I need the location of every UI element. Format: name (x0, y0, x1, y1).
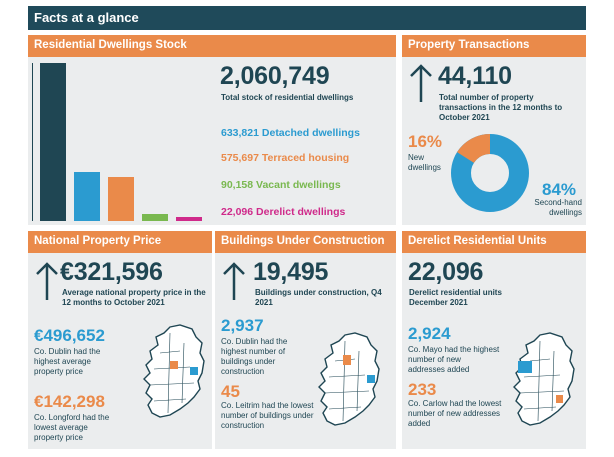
transactions-donut-chart (448, 131, 532, 215)
price-low-label: Co. Longford had the lowest average property price (34, 413, 110, 442)
price-value: €321,596 (60, 258, 163, 286)
ireland-map-icon (510, 331, 580, 431)
ireland-map-icon (140, 323, 210, 423)
derelict-low-label: Co. Carlow had the lowest number of new addresses added (408, 399, 502, 428)
derelict-high-value: 2,924 (408, 324, 451, 343)
map-highlight-dublin (367, 375, 375, 383)
second-hand-pct: 84% (542, 180, 577, 199)
derelict-label: Derelict residential units December 2021 (409, 288, 502, 307)
derelict-high-label: Co. Mayo had the highest number of new addresses added (408, 345, 500, 374)
map-highlight-carlow (556, 395, 563, 403)
arrow-up-icon (408, 63, 434, 103)
construction-low-label: Co. Leitrim had the lowest number of buildings under construction (221, 401, 314, 430)
dwellings-title: Residential Dwellings Stock (28, 35, 396, 57)
new-dwellings-label: New dwellings (408, 153, 441, 172)
dwellings-total-label: Total stock of residential dwellings (221, 93, 354, 102)
derelict-value: 22,096 (408, 258, 484, 286)
ireland-map-icon (315, 331, 385, 431)
dwellings-total-value: 2,060,749 (220, 62, 330, 90)
construction-title: Buildings Under Construction (215, 231, 396, 253)
construction-low-value: 45 (221, 382, 240, 401)
construction-high-label: Co. Dublin had the highest number of buildings under construction (221, 337, 288, 376)
construction-panel (215, 231, 396, 449)
bar-total-stock (40, 63, 66, 221)
legend-derelict: 22,096 Derelict dwellings (221, 206, 346, 218)
price-panel (28, 231, 212, 449)
derelict-low-value: 233 (408, 380, 437, 399)
map-highlight-leitrim (343, 355, 351, 365)
construction-label: Buildings under construction, Q4 2021 (255, 288, 382, 307)
map-highlight-longford (170, 361, 178, 369)
price-high-value: €496,652 (34, 326, 105, 345)
new-dwellings-pct: 16% (408, 132, 443, 151)
price-low-value: €142,298 (34, 392, 105, 411)
donut-new-slice (466, 144, 490, 157)
chart-axis-line (32, 63, 33, 221)
arrow-up-icon (34, 261, 60, 301)
price-label: Average national property price in the 12 months to October 2021 (62, 288, 206, 307)
derelict-panel (402, 231, 586, 449)
legend-detached: 633,821 Detached dwellings (221, 127, 360, 139)
transactions-title: Property Transactions (402, 35, 586, 57)
derelict-title: Derelict Residential Units (402, 231, 586, 253)
price-title: National Property Price (28, 231, 212, 253)
map-highlight-dublin (190, 367, 198, 375)
price-high-label: Co. Dublin had the highest average property price (34, 347, 101, 376)
bar-detached (74, 172, 100, 221)
transactions-value: 44,110 (438, 62, 512, 90)
construction-high-value: 2,937 (221, 316, 264, 335)
dwellings-bar-chart (32, 63, 212, 221)
transactions-label: Total number of property transactions in the 12 months to October 2021 (439, 93, 563, 122)
construction-value: 19,495 (253, 258, 329, 286)
legend-vacant: 90,158 Vacant dwellings (221, 179, 341, 191)
arrow-up-icon (221, 261, 247, 301)
bar-derelict (176, 217, 202, 221)
dwellings-panel (28, 35, 396, 225)
map-highlight-mayo (518, 361, 532, 373)
bar-terraced (108, 177, 134, 221)
legend-terraced: 575,697 Terraced housing (221, 152, 350, 164)
page-title: Facts at a glance (28, 6, 586, 30)
second-hand-label: Second-hand dwellings (534, 198, 582, 217)
bar-vacant (142, 214, 168, 221)
transactions-panel (402, 35, 586, 225)
